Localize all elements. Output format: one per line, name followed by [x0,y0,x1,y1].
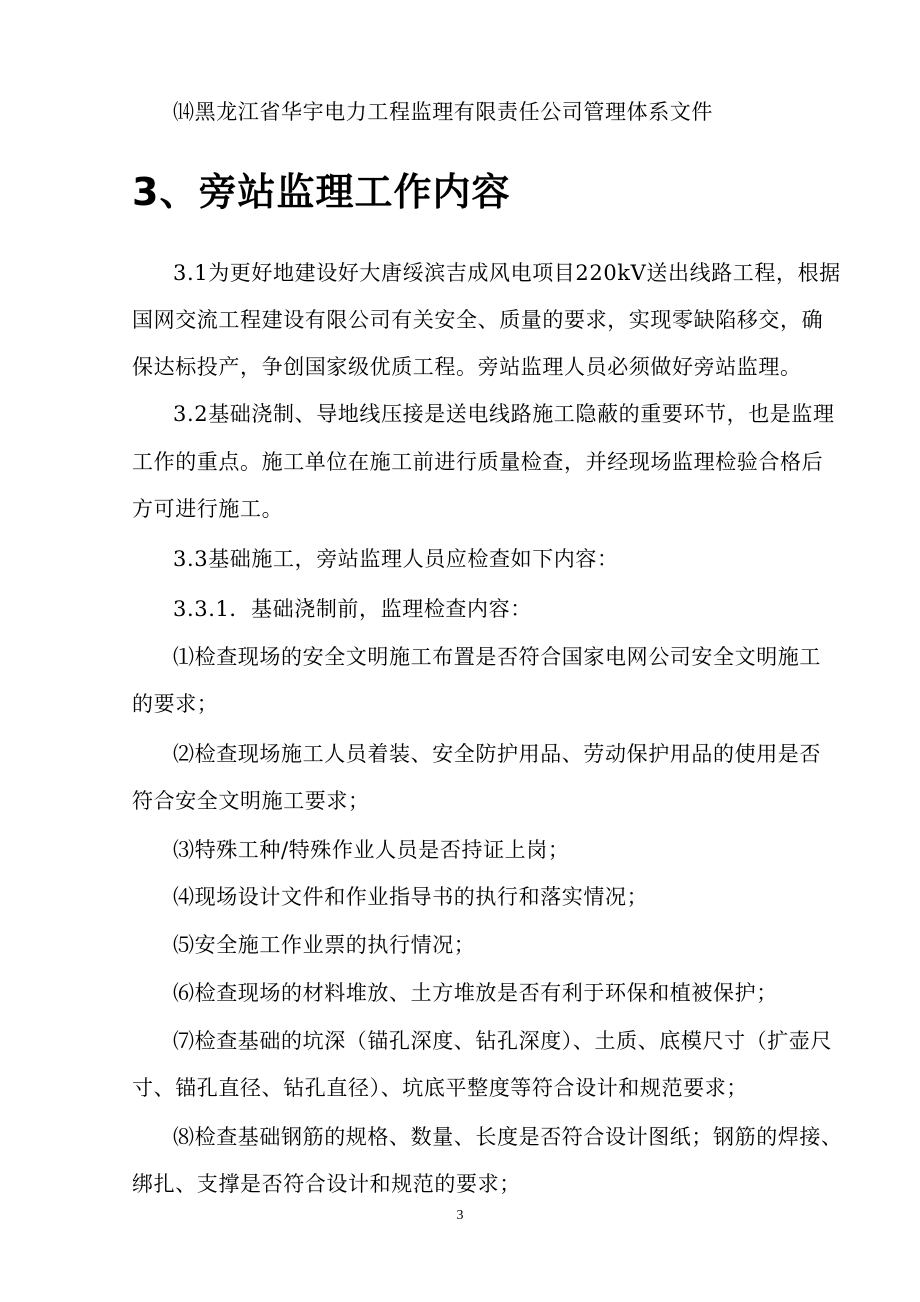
list-item-line: 寸、锚孔直径、钻孔直径）、坑底平整度等符合设计和规范要求； [132,1076,748,1100]
list-item-line: 符合安全文明施工要求； [132,789,370,813]
page-number: 3 [456,1208,464,1223]
list-item-line: ⑴检查现场的安全文明施工布置是否符合国家电网公司安全文明施工 [173,645,821,669]
list-item-line: ⑸安全施工作业票的执行情况； [173,933,476,957]
paragraph-line: 国网交流工程建设有限公司有关安全、质量的要求，实现零缺陷移交，确 [132,308,824,332]
paragraph-line: 工作的重点。施工单位在施工前进行质量检查，并经现场监理检验合格后 [132,450,824,474]
paragraph-line: 方可进行施工。 [132,497,284,521]
list-item-line: ⑺检查基础的坑深（锚孔深度、钻孔深度）、土质、底模尺寸（扩壶尺 [173,1029,833,1053]
list-item-line: ⑹检查现场的材料堆放、土方堆放是否有利于环保和植被保护； [173,981,778,1005]
paragraph-line: 3.3基础施工，旁站监理人员应检查如下内容： [173,547,619,571]
list-item-line: 绑扎、支撑是否符合设计和规范的要求； [132,1172,521,1196]
list-item-line: ⑻检查基础钢筋的规格、数量、长度是否符合设计图纸；钢筋的焊接、 [173,1125,843,1149]
list-item-line: ⑷现场设计文件和作业指导书的执行和落实情况； [173,885,649,909]
section-heading: 3、旁站监理工作内容 [132,170,511,214]
paragraph-line: 3.1为更好地建设好大唐绥滨吉成风电项目220kV送出线路工程，根据 [173,261,841,285]
list-item-line: ⑵检查现场施工人员着装、安全防护用品、劳动保护用品的使用是否 [173,742,821,766]
paragraph-line: 3.3.1．基础浇制前，监理检查内容： [173,597,532,621]
paragraph-line: 3.2基础浇制、导地线压接是送电线路施工隐蔽的重要环节，也是监理 [173,402,835,426]
reference-list-item: ⒁黑龙江省华宇电力工程监理有限责任公司管理体系文件 [173,100,713,124]
paragraph-line: 保达标投产，争创国家级优质工程。旁站监理人员必须做好旁站监理。 [132,355,802,379]
list-item-line: ⑶特殊工种/特殊作业人员是否持证上岗； [173,838,570,862]
list-item-line: 的要求； [132,692,219,716]
